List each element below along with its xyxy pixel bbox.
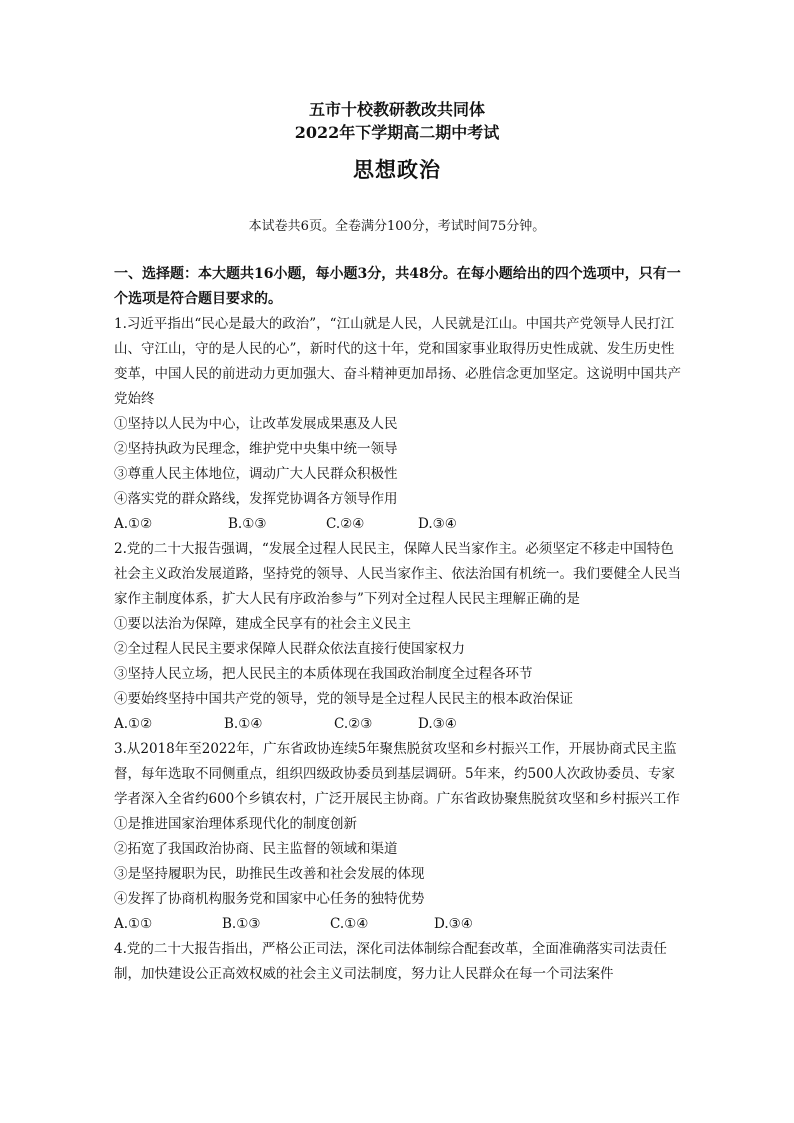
question-option: ④落实党的群众路线，发挥党协调各方领导作用 xyxy=(114,491,398,507)
exam-note: 本试卷共6页。全卷满分100分，考试时间75分钟。 xyxy=(248,219,546,234)
answer-choices xyxy=(114,912,684,937)
question-option: ①要以法治为保障，建成全民享有的社会主义民主 xyxy=(114,616,411,632)
answer-choice: D.③④ xyxy=(434,916,473,932)
question-option: ③坚持人民立场，把人民民主的本质体现在我国政治制度全过程各环节 xyxy=(114,666,533,682)
answer-choice: C.②③ xyxy=(334,716,373,732)
question-option: ③尊重人民主体地位，调动广大人民群众积极性 xyxy=(114,466,398,482)
question-1 xyxy=(114,312,684,537)
question-option: ④发挥了协商机构服务党和国家中心任务的独特优势 xyxy=(114,891,425,907)
section-title: 一、选择题：本大题共16小题，每小题3分，共48分。在每小题给出的四个选项中，只有一个选项是符合题目要求的。 xyxy=(114,266,681,307)
question-4 xyxy=(114,937,684,987)
answer-choice: B.①③ xyxy=(222,916,261,932)
question-stem: 2.党的二十大报告强调，“发展全过程人民民主，保障人民当家作主。必须坚定不移走中国特色社会主义政治发展道路，坚持党的领导、人民当家作主、依法治国有机统一。我们要健全人民当家作主制度体系，扩大人民有序政治参与”下列对全过程人民民主理解正确的是 xyxy=(114,541,681,607)
question-option: ④要始终坚持中国共产党的领导，党的领导是全过程人民民主的根本政治保证 xyxy=(114,691,573,707)
question-option: ③是坚持履职为民，助推民生改善和社会发展的体现 xyxy=(114,866,425,882)
question-option: ②全过程人民民主要求保障人民群众依法直接行使国家权力 xyxy=(114,641,465,657)
question-option: ②坚持执政为民理念，维护党中央集中统一领导 xyxy=(114,441,398,457)
exam-content xyxy=(114,262,684,987)
exam-organizer: 五市十校教研教改共同体 xyxy=(308,100,485,119)
answer-choice: D.③④ xyxy=(418,516,457,532)
answer-choice: B.①④ xyxy=(224,716,263,732)
question-option: ①是推进国家治理体系现代化的制度创新 xyxy=(114,816,357,832)
answer-choice: A.①② xyxy=(114,716,153,732)
question-3 xyxy=(114,737,684,937)
question-stem: 3.从2018年至2022年，广东省政协连续5年聚焦脱贫攻坚和乡村振兴工作，开展协商式民主监督，每年选取不同侧重点，组织四级政协委员到基层调研。5年来，约500人次政协委员、专家学者深入全省约600个乡镇农村，广泛开展民主协商。广东省政协聚焦脱贫攻坚和乡村振兴工作 xyxy=(114,741,680,807)
answer-choice: D.③④ xyxy=(418,716,457,732)
answer-choice: A.①② xyxy=(114,516,153,532)
question-2 xyxy=(114,537,684,737)
question-option: ①坚持以人民为中心，让改革发展成果惠及人民 xyxy=(114,416,398,432)
question-stem: 1.习近平指出“民心是最大的政治”，“江山就是人民，人民就是江山。中国共产党领导人民打江山、守江山，守的是人民的心”，新时代的这十年，党和国家事业取得历史性成就、发生历史性变革，中国人民的前进动力更加强大、奋斗精神更加昂扬、必胜信念更加坚定。这说明中国共产党始终 xyxy=(114,316,681,407)
exam-title: 2022年下学期高二期中考试 xyxy=(294,123,500,142)
answer-choice: A.①① xyxy=(114,916,153,932)
answer-choices xyxy=(114,512,684,537)
answer-choice: C.①④ xyxy=(330,916,369,932)
answer-choice: C.②④ xyxy=(326,516,365,532)
question-option: ②拓宽了我国政治协商、民主监督的领域和渠道 xyxy=(114,841,398,857)
answer-choice: B.①③ xyxy=(228,516,267,532)
exam-subject: 思想政治 xyxy=(353,157,441,182)
answer-choices xyxy=(114,712,684,737)
question-stem: 4.党的二十大报告指出，严格公正司法，深化司法体制综合配套改革，全面准确落实司法责任制，加快建设公正高效权威的社会主义司法制度，努力让人民群众在每一个司法案件 xyxy=(114,941,667,982)
